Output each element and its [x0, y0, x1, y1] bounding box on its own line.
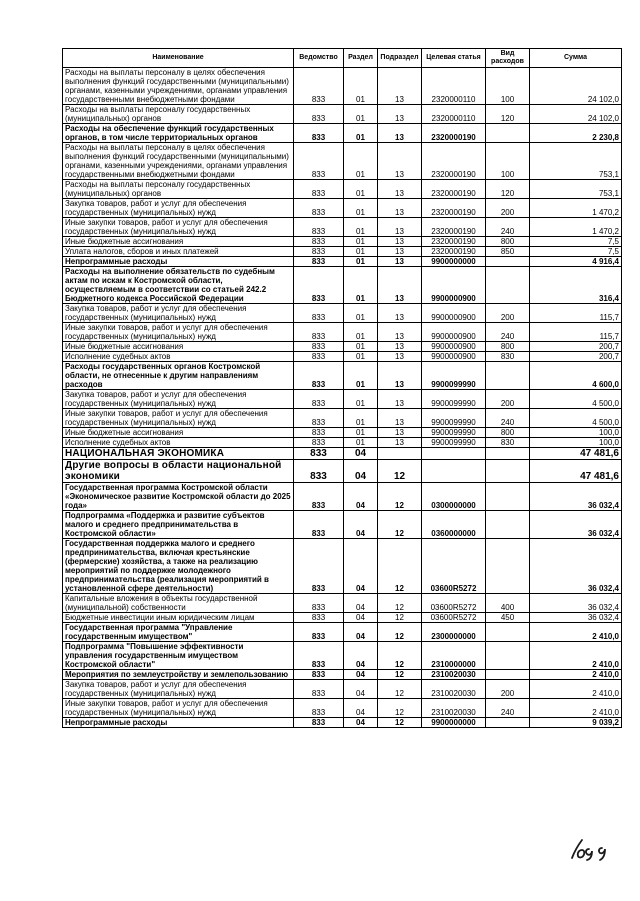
row-podrazdel-cell: 13: [378, 428, 422, 438]
row-expense-type-cell: 400: [486, 594, 530, 613]
row-name-cell: Мероприятия по землеустройству и землепользованию: [63, 670, 294, 680]
row-sum-cell: 36 032,4: [530, 511, 622, 539]
row-razdel-cell: 01: [344, 247, 378, 257]
header-razdel: Раздел: [344, 49, 378, 68]
row-razdel-cell: 01: [344, 180, 378, 199]
row-expense-type-cell: 200: [486, 304, 530, 323]
row-target-article-cell: 9900000900: [422, 352, 486, 362]
table-row: [63, 460, 622, 483]
table-row: [63, 670, 622, 680]
row-expense-type-cell: 200: [486, 199, 530, 218]
row-name-cell: Государственная поддержка малого и среднего предпринимательства, включая крестьянские (фермерские) хозяйства, а также на реализацию мероприятий по поддержке молодежного предпринимательства (реализация мероприятий в установленной сфере деятельности): [63, 539, 294, 594]
row-podrazdel-cell: 13: [378, 342, 422, 352]
row-target-article-cell: 9900000000: [422, 718, 486, 728]
row-expense-type-cell: [486, 483, 530, 511]
row-sum-cell: 2 230,8: [530, 124, 622, 143]
row-expense-type-cell: 800: [486, 428, 530, 438]
row-name-cell: Расходы на выплаты персоналу в целях обеспечения выполнения функций государственными (муниципальными) органами, казенными учреждениями, органами управления государственными внебюджетными фондами: [63, 143, 294, 180]
row-name-cell: Государственная программа "Управление государственным имуществом": [63, 623, 294, 642]
table-row: [63, 539, 622, 594]
row-razdel-cell: 01: [344, 143, 378, 180]
row-sum-cell: 7,5: [530, 237, 622, 247]
row-vedomstvo-cell: 833: [294, 247, 344, 257]
row-vedomstvo-cell: 833: [294, 699, 344, 718]
row-podrazdel-cell: 12: [378, 623, 422, 642]
row-expense-type-cell: [486, 362, 530, 390]
row-podrazdel-cell: 13: [378, 257, 422, 267]
row-sum-cell: 36 032,4: [530, 483, 622, 511]
row-podrazdel-cell: [378, 448, 422, 460]
table-row: [63, 105, 622, 124]
row-sum-cell: 36 032,4: [530, 594, 622, 613]
table-row: [63, 68, 622, 105]
row-name-cell: Закупка товаров, работ и услуг для обеспечения государственных (муниципальных) нужд: [63, 304, 294, 323]
table-row: [63, 362, 622, 390]
row-target-article-cell: 03600R5272: [422, 539, 486, 594]
row-sum-cell: 36 032,4: [530, 539, 622, 594]
row-vedomstvo-cell: 833: [294, 180, 344, 199]
row-name-cell: Расходы на выплаты персоналу государственных (муниципальных) органов: [63, 105, 294, 124]
table-row: [63, 448, 622, 460]
table-row: [63, 247, 622, 257]
row-razdel-cell: 01: [344, 199, 378, 218]
row-name-cell: Подпрограмма "Повышение эффективности управления государственным имуществом Костромской области": [63, 642, 294, 670]
row-sum-cell: 9 039,2: [530, 718, 622, 728]
table-row: [63, 257, 622, 267]
row-name-cell: Закупка товаров, работ и услуг для обеспечения государственных (муниципальных) нужд: [63, 390, 294, 409]
row-vedomstvo-cell: 833: [294, 352, 344, 362]
row-target-article-cell: 9900000900: [422, 304, 486, 323]
row-podrazdel-cell: 13: [378, 267, 422, 304]
row-target-article-cell: 2320000190: [422, 180, 486, 199]
row-razdel-cell: 01: [344, 362, 378, 390]
table-row: [63, 390, 622, 409]
table-row: [63, 323, 622, 342]
row-podrazdel-cell: 13: [378, 105, 422, 124]
table-row: [63, 218, 622, 237]
row-sum-cell: 2 410,0: [530, 642, 622, 670]
row-vedomstvo-cell: 833: [294, 623, 344, 642]
row-target-article-cell: 9900099990: [422, 390, 486, 409]
row-name-cell: Расходы на выплаты персоналу в целях обеспечения выполнения функций государственными (муниципальными) органами, казенными учреждениями, органами управления государственными внебюджетными фондами: [63, 68, 294, 105]
row-sum-cell: 47 481,6: [530, 460, 622, 483]
row-expense-type-cell: 240: [486, 699, 530, 718]
row-podrazdel-cell: 12: [378, 594, 422, 613]
row-podrazdel-cell: 12: [378, 539, 422, 594]
row-target-article-cell: [422, 448, 486, 460]
row-sum-cell: 200,7: [530, 352, 622, 362]
row-razdel-cell: 01: [344, 124, 378, 143]
row-expense-type-cell: 800: [486, 342, 530, 352]
row-razdel-cell: 01: [344, 438, 378, 448]
row-podrazdel-cell: 13: [378, 180, 422, 199]
row-razdel-cell: 04: [344, 539, 378, 594]
row-razdel-cell: 04: [344, 448, 378, 460]
row-vedomstvo-cell: 833: [294, 409, 344, 428]
row-podrazdel-cell: 13: [378, 237, 422, 247]
table-row: [63, 594, 622, 613]
row-podrazdel-cell: 12: [378, 718, 422, 728]
row-name-cell: Непрограммные расходы: [63, 718, 294, 728]
row-podrazdel-cell: 13: [378, 218, 422, 237]
row-target-article-cell: 2320000190: [422, 124, 486, 143]
row-expense-type-cell: [486, 642, 530, 670]
row-expense-type-cell: [486, 718, 530, 728]
header-sum: Сумма: [530, 49, 622, 68]
row-razdel-cell: 01: [344, 218, 378, 237]
row-target-article-cell: 2300000000: [422, 623, 486, 642]
row-razdel-cell: 01: [344, 257, 378, 267]
row-sum-cell: 316,4: [530, 267, 622, 304]
row-name-cell: Иные бюджетные ассигнования: [63, 342, 294, 352]
row-name-cell: Расходы государственных органов Костромской области, не отнесенные к другим направлениям расходов: [63, 362, 294, 390]
row-name-cell: Иные закупки товаров, работ и услуг для обеспечения государственных (муниципальных) нужд: [63, 409, 294, 428]
table-header-row: [63, 49, 622, 68]
row-podrazdel-cell: 13: [378, 304, 422, 323]
header-target-article: Целевая статья: [422, 49, 486, 68]
row-name-cell: Другие вопросы в области национальной экономики: [63, 460, 294, 483]
row-razdel-cell: 04: [344, 670, 378, 680]
row-name-cell: Иные бюджетные ассигнования: [63, 428, 294, 438]
row-podrazdel-cell: 13: [378, 143, 422, 180]
table-row: [63, 352, 622, 362]
row-sum-cell: 2 410,0: [530, 670, 622, 680]
row-vedomstvo-cell: 833: [294, 613, 344, 623]
row-razdel-cell: 01: [344, 105, 378, 124]
row-razdel-cell: 01: [344, 237, 378, 247]
row-expense-type-cell: [486, 511, 530, 539]
row-razdel-cell: 01: [344, 267, 378, 304]
row-name-cell: Иные закупки товаров, работ и услуг для обеспечения государственных (муниципальных) нужд: [63, 323, 294, 342]
row-vedomstvo-cell: 833: [294, 218, 344, 237]
row-podrazdel-cell: 13: [378, 390, 422, 409]
table-row: [63, 180, 622, 199]
row-razdel-cell: 04: [344, 483, 378, 511]
row-vedomstvo-cell: 833: [294, 428, 344, 438]
row-razdel-cell: 01: [344, 428, 378, 438]
row-expense-type-cell: 830: [486, 438, 530, 448]
row-target-article-cell: 2320000190: [422, 247, 486, 257]
row-sum-cell: 47 481,6: [530, 448, 622, 460]
row-razdel-cell: 04: [344, 642, 378, 670]
row-vedomstvo-cell: 833: [294, 438, 344, 448]
row-expense-type-cell: [486, 448, 530, 460]
row-podrazdel-cell: 13: [378, 352, 422, 362]
row-vedomstvo-cell: 833: [294, 483, 344, 511]
row-vedomstvo-cell: 833: [294, 594, 344, 613]
row-expense-type-cell: [486, 460, 530, 483]
row-vedomstvo-cell: 833: [294, 718, 344, 728]
row-vedomstvo-cell: 833: [294, 670, 344, 680]
row-vedomstvo-cell: 833: [294, 199, 344, 218]
row-vedomstvo-cell: 833: [294, 680, 344, 699]
row-razdel-cell: 01: [344, 409, 378, 428]
row-name-cell: Расходы на выплаты персоналу государственных (муниципальных) органов: [63, 180, 294, 199]
row-expense-type-cell: 800: [486, 237, 530, 247]
row-podrazdel-cell: 12: [378, 699, 422, 718]
table-row: [63, 267, 622, 304]
row-vedomstvo-cell: 833: [294, 362, 344, 390]
row-expense-type-cell: 240: [486, 409, 530, 428]
row-sum-cell: 36 032,4: [530, 613, 622, 623]
row-expense-type-cell: [486, 257, 530, 267]
row-razdel-cell: 04: [344, 613, 378, 623]
row-target-article-cell: 2310020030: [422, 670, 486, 680]
row-target-article-cell: 2310000000: [422, 642, 486, 670]
row-sum-cell: 4 916,4: [530, 257, 622, 267]
row-expense-type-cell: 120: [486, 180, 530, 199]
row-podrazdel-cell: 12: [378, 483, 422, 511]
row-vedomstvo-cell: 833: [294, 460, 344, 483]
row-razdel-cell: 01: [344, 323, 378, 342]
row-name-cell: Иные бюджетные ассигнования: [63, 237, 294, 247]
row-razdel-cell: 01: [344, 68, 378, 105]
row-sum-cell: 115,7: [530, 323, 622, 342]
row-name-cell: НАЦИОНАЛЬНАЯ ЭКОНОМИКА: [63, 448, 294, 460]
row-sum-cell: 2 410,0: [530, 699, 622, 718]
row-vedomstvo-cell: 833: [294, 237, 344, 247]
row-expense-type-cell: [486, 623, 530, 642]
row-sum-cell: 100,0: [530, 428, 622, 438]
row-target-article-cell: 9900099990: [422, 428, 486, 438]
row-sum-cell: 24 102,0: [530, 68, 622, 105]
row-name-cell: Расходы на обеспечение функций государственных органов, в том числе территориальных органов: [63, 124, 294, 143]
table-body: [63, 68, 622, 728]
row-name-cell: Расходы на выполнение обязательств по судебным актам по искам к Костромской области, осуществляемым в соответствии со статьей 242.2 Бюджетного кодекса Российской Федерации: [63, 267, 294, 304]
row-target-article-cell: 2320000110: [422, 105, 486, 124]
header-vedomstvo: Ведомство: [294, 49, 344, 68]
row-expense-type-cell: 240: [486, 323, 530, 342]
row-vedomstvo-cell: 833: [294, 390, 344, 409]
row-razdel-cell: 04: [344, 680, 378, 699]
row-podrazdel-cell: 13: [378, 362, 422, 390]
row-podrazdel-cell: 13: [378, 409, 422, 428]
row-podrazdel-cell: 13: [378, 199, 422, 218]
row-expense-type-cell: 100: [486, 68, 530, 105]
row-podrazdel-cell: 13: [378, 438, 422, 448]
row-razdel-cell: 01: [344, 342, 378, 352]
row-vedomstvo-cell: 833: [294, 257, 344, 267]
row-sum-cell: 115,7: [530, 304, 622, 323]
row-razdel-cell: 04: [344, 594, 378, 613]
row-expense-type-cell: 850: [486, 247, 530, 257]
table-row: [63, 438, 622, 448]
row-expense-type-cell: 120: [486, 105, 530, 124]
row-vedomstvo-cell: 833: [294, 448, 344, 460]
row-target-article-cell: 0300000000: [422, 483, 486, 511]
row-expense-type-cell: 200: [486, 680, 530, 699]
row-name-cell: Подпрограмма «Поддержка и развитие субъектов малого и среднего предпринимательства в Костромской области»: [63, 511, 294, 539]
row-razdel-cell: 04: [344, 511, 378, 539]
row-sum-cell: 1 470,2: [530, 199, 622, 218]
row-razdel-cell: 01: [344, 352, 378, 362]
row-target-article-cell: 9900000900: [422, 342, 486, 352]
row-target-article-cell: 03600R5272: [422, 613, 486, 623]
row-target-article-cell: 2320000190: [422, 218, 486, 237]
row-vedomstvo-cell: 833: [294, 124, 344, 143]
row-razdel-cell: 04: [344, 699, 378, 718]
table-row: [63, 699, 622, 718]
row-sum-cell: 4 500,0: [530, 409, 622, 428]
table-row: [63, 613, 622, 623]
row-podrazdel-cell: 13: [378, 68, 422, 105]
row-target-article-cell: 9900099990: [422, 409, 486, 428]
row-vedomstvo-cell: 833: [294, 143, 344, 180]
row-name-cell: Государственная программа Костромской области «Экономическое развитие Костромской области до 2025 года»: [63, 483, 294, 511]
row-target-article-cell: 9900099990: [422, 438, 486, 448]
row-expense-type-cell: 240: [486, 218, 530, 237]
table-row: [63, 124, 622, 143]
row-sum-cell: 1 470,2: [530, 218, 622, 237]
row-razdel-cell: 04: [344, 460, 378, 483]
table-row: [63, 237, 622, 247]
row-target-article-cell: 0360000000: [422, 511, 486, 539]
row-expense-type-cell: 200: [486, 390, 530, 409]
row-target-article-cell: 03600R5272: [422, 594, 486, 613]
row-name-cell: Исполнение судебных актов: [63, 438, 294, 448]
row-sum-cell: 753,1: [530, 180, 622, 199]
row-sum-cell: 753,1: [530, 143, 622, 180]
table-row: [63, 623, 622, 642]
row-sum-cell: 7,5: [530, 247, 622, 257]
row-vedomstvo-cell: 833: [294, 304, 344, 323]
row-name-cell: Иные закупки товаров, работ и услуг для обеспечения государственных (муниципальных) нужд: [63, 218, 294, 237]
row-razdel-cell: 01: [344, 390, 378, 409]
row-vedomstvo-cell: 833: [294, 323, 344, 342]
row-sum-cell: 2 410,0: [530, 623, 622, 642]
row-razdel-cell: 04: [344, 623, 378, 642]
table-row: [63, 680, 622, 699]
row-name-cell: Закупка товаров, работ и услуг для обеспечения государственных (муниципальных) нужд: [63, 199, 294, 218]
row-podrazdel-cell: 12: [378, 460, 422, 483]
row-podrazdel-cell: 12: [378, 511, 422, 539]
row-podrazdel-cell: 13: [378, 124, 422, 143]
row-name-cell: Иные закупки товаров, работ и услуг для обеспечения государственных (муниципальных) нужд: [63, 699, 294, 718]
table-row: [63, 428, 622, 438]
row-name-cell: Исполнение судебных актов: [63, 352, 294, 362]
table-row: [63, 718, 622, 728]
row-podrazdel-cell: 12: [378, 670, 422, 680]
table-row: [63, 143, 622, 180]
row-sum-cell: 4 500,0: [530, 390, 622, 409]
row-target-article-cell: 2320000190: [422, 199, 486, 218]
row-expense-type-cell: 830: [486, 352, 530, 362]
row-target-article-cell: 9900099990: [422, 362, 486, 390]
row-vedomstvo-cell: 833: [294, 642, 344, 670]
header-podrazdel: Подраздел: [378, 49, 422, 68]
row-sum-cell: 100,0: [530, 438, 622, 448]
table-row: [63, 342, 622, 352]
table-row: [63, 483, 622, 511]
row-sum-cell: 4 600,0: [530, 362, 622, 390]
row-name-cell: Бюджетные инвестиции иным юридическим лицам: [63, 613, 294, 623]
row-target-article-cell: 2320000110: [422, 68, 486, 105]
table-row: [63, 304, 622, 323]
row-target-article-cell: 9900000000: [422, 257, 486, 267]
row-expense-type-cell: 450: [486, 613, 530, 623]
row-razdel-cell: 01: [344, 304, 378, 323]
row-target-article-cell: 9900000900: [422, 323, 486, 342]
row-expense-type-cell: [486, 267, 530, 304]
table-row: [63, 642, 622, 670]
row-razdel-cell: 04: [344, 718, 378, 728]
row-target-article-cell: 2310020030: [422, 699, 486, 718]
row-vedomstvo-cell: 833: [294, 267, 344, 304]
table-row: [63, 511, 622, 539]
row-sum-cell: 200,7: [530, 342, 622, 352]
row-expense-type-cell: [486, 539, 530, 594]
row-podrazdel-cell: 12: [378, 613, 422, 623]
row-podrazdel-cell: 12: [378, 680, 422, 699]
row-expense-type-cell: [486, 124, 530, 143]
row-name-cell: Уплата налогов, сборов и иных платежей: [63, 247, 294, 257]
row-target-article-cell: 2320000190: [422, 237, 486, 247]
row-target-article-cell: [422, 460, 486, 483]
row-podrazdel-cell: 13: [378, 247, 422, 257]
budget-table: [62, 48, 622, 728]
page-number-handwritten: [569, 836, 613, 862]
row-vedomstvo-cell: 833: [294, 342, 344, 352]
row-vedomstvo-cell: 833: [294, 539, 344, 594]
row-name-cell: Непрограммные расходы: [63, 257, 294, 267]
table-row: [63, 409, 622, 428]
row-target-article-cell: 2320000190: [422, 143, 486, 180]
row-sum-cell: 24 102,0: [530, 105, 622, 124]
table-row: [63, 199, 622, 218]
row-name-cell: Закупка товаров, работ и услуг для обеспечения государственных (муниципальных) нужд: [63, 680, 294, 699]
header-name: Наименование: [63, 49, 294, 68]
row-target-article-cell: 9900000900: [422, 267, 486, 304]
row-name-cell: Капитальные вложения в объекты государственной (муниципальной) собственности: [63, 594, 294, 613]
row-expense-type-cell: [486, 670, 530, 680]
row-podrazdel-cell: 12: [378, 642, 422, 670]
row-podrazdel-cell: 13: [378, 323, 422, 342]
header-expense-type: Вид расходов: [486, 49, 530, 68]
row-vedomstvo-cell: 833: [294, 68, 344, 105]
row-expense-type-cell: 100: [486, 143, 530, 180]
row-target-article-cell: 2310020030: [422, 680, 486, 699]
row-vedomstvo-cell: 833: [294, 511, 344, 539]
row-vedomstvo-cell: 833: [294, 105, 344, 124]
row-sum-cell: 2 410,0: [530, 680, 622, 699]
